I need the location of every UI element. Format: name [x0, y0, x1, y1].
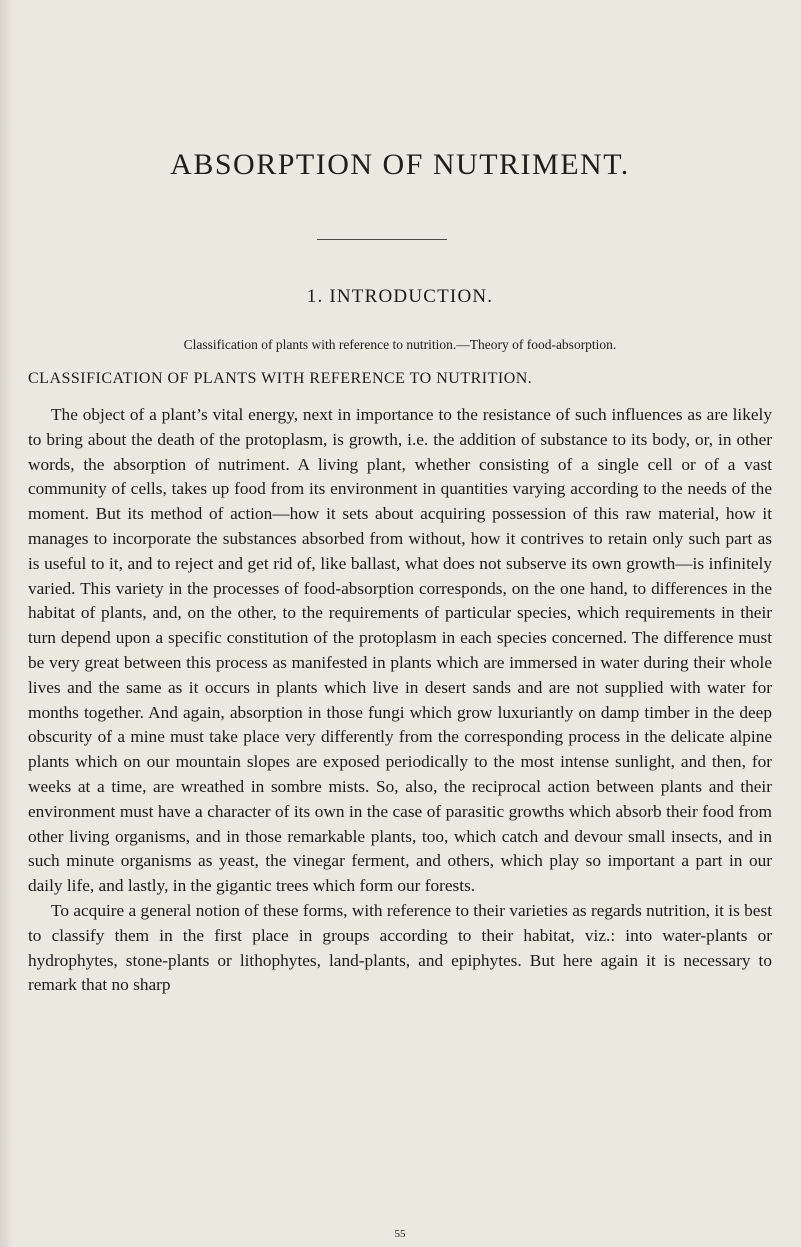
body-text — [28, 403, 772, 998]
paragraph-2: To acquire a general notion of these forms, with reference to their varieties as regards nutrition, it is best to classify them in the first place in groups according to their habitat, viz.: into water-plants or hydrophytes, stone-plants or lithophytes, land-plants, and epiphytes. But here again it is necessary to remark that no sharp — [28, 900, 772, 995]
paragraph-1: The object of a plant’s vital energy, next in importance to the resistance of such influences as are likely to bring about the death of the protoplasm, is growth, i.e. the addition of substance to its body, or, in other words, the absorption of nutriment. A living plant, whether consisting of a single cell or of a vast community of cells, takes up food from its environment in quantities varying according to the needs of the moment. But its method of action—how it sets about acquiring possession of this raw material, how it manages to incorporate the substances absorbed from without, how it contrives to retain only such part as is useful to it, and to reject and get rid of, like ballast, what does not subserve its own growth—is infinitely varied. This variety in the processes of food-absorption corresponds, on the one hand, to differences in the habitat of plants, and, on the other, to the requirements of particular species, which requirements in their turn depend upon a specific constitution of the protoplasm in each species concerned. The difference must be very great between this process as manifested in plants which are immersed in water during their whole lives and the same as it occurs in plants which live in desert sands and are not supplied with water for months together. And again, absorption in those fungi which grow luxuriantly on damp timber in the deep obscurity of a mine must take place very differently from the corresponding process in the delicate alpine plants which on our mountain slopes are exposed periodically to the most intense sunlight, and then, for weeks at a time, are wreathed in sombre mists. So, also, the reciprocal action between plants and their environment must have a character of its own in the case of parasitic growths which absorb their food from other living organisms, and in those remarkable plants, too, which catch and devour small insects, and in such minute organisms as yeast, the vinegar ferment, and others, which play so important a part in our daily life, and lastly, in the gigantic trees which form our forests. — [28, 405, 772, 896]
section-heading: 1. INTRODUCTION. — [306, 286, 494, 307]
subsection-heading: CLASSIFICATION OF PLANTS WITH REFERENCE TO NUTRITION. — [28, 370, 533, 387]
section-synopsis: Classification of plants with reference to nutrition.—Theory of food-absorption. — [183, 337, 617, 352]
page-number: 55 — [394, 1228, 406, 1240]
book-page — [28, 0, 772, 1247]
page-gutter-shadow — [0, 0, 14, 1247]
title-divider — [317, 239, 447, 240]
chapter-title: ABSORPTION OF NUTRIMENT. — [170, 148, 630, 181]
